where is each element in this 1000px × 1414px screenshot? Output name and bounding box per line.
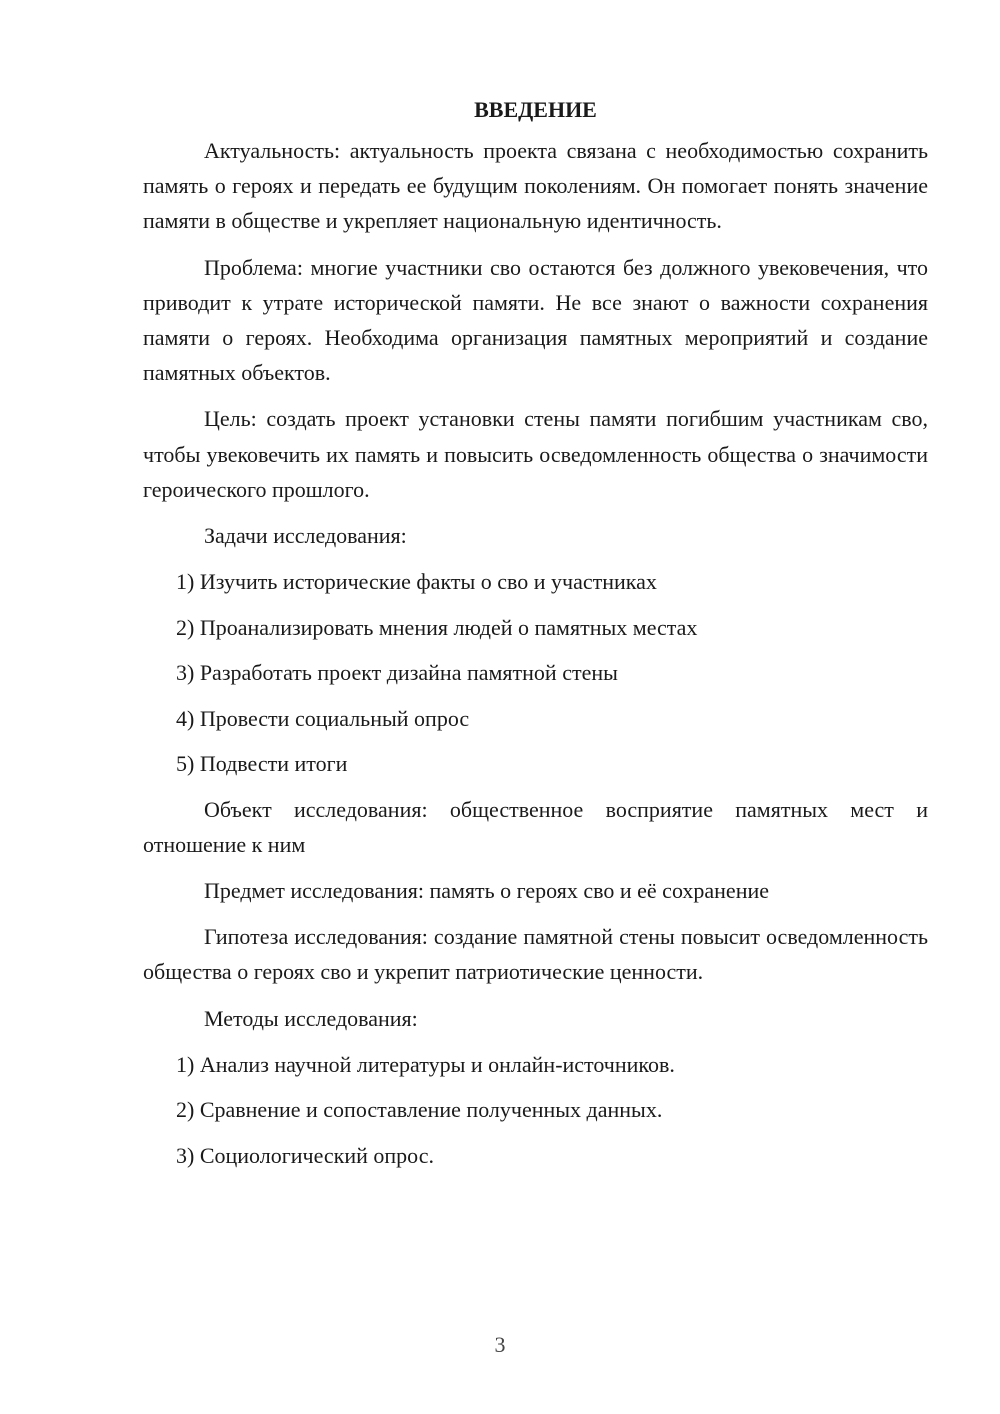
page-title: ВВЕДЕНИЕ: [474, 97, 597, 122]
hypothesis-paragraph: Гипотеза исследования: создание памятной стены повысит осведомленность общества о героях сво и укрепит патриотические ценности.: [143, 924, 928, 985]
list-item: 5) Подвести итоги: [176, 751, 348, 777]
page-content: [143, 92, 928, 1183]
problem-paragraph: Проблема: многие участники сво остаются без должного увековечения, что приводит к утрате исторической памяти. Не все знают о важности сохранения памяти о героях. Необходима организация памятных мероприятий и создание памятных объектов.: [143, 254, 928, 386]
list-item: 1) Анализ научной литературы и онлайн-источников.: [176, 1051, 675, 1077]
list-item: 2) Проанализировать мнения людей о памятных местах: [176, 614, 698, 640]
list-item: 4) Провести социальный опрос: [176, 705, 470, 731]
methods-list: [143, 1047, 928, 1173]
goal-paragraph: Цель: создать проект установки стены памяти погибшим участникам сво, чтобы увековечить их память и повысить осведомленность общества о значимости героического прошлого.: [143, 406, 928, 502]
relevance-paragraph: Актуальность: актуальность проекта связана с необходимостью сохранить память о героях и передать ее будущим поколениям. Он помогает понять значение памяти в обществе и укрепляет национальную идентичность.: [143, 138, 928, 234]
list-item: 3) Социологический опрос.: [176, 1142, 434, 1168]
list-item: 1) Изучить исторические факты о сво и участниках: [176, 569, 657, 595]
list-item: 2) Сравнение и сопоставление полученных данных.: [176, 1097, 663, 1123]
object-paragraph: Объект исследования: общественное восприятие памятных мест и отношение к ним: [143, 796, 928, 857]
methods-heading: Методы исследования:: [204, 1005, 418, 1031]
subject-paragraph: Предмет исследования: память о героях сво и её сохранение: [204, 877, 770, 903]
tasks-heading: Задачи исследования:: [204, 523, 407, 549]
list-item: 3) Разработать проект дизайна памятной стены: [176, 660, 618, 686]
tasks-list: [143, 564, 928, 781]
page-number: 3: [494, 1332, 506, 1357]
